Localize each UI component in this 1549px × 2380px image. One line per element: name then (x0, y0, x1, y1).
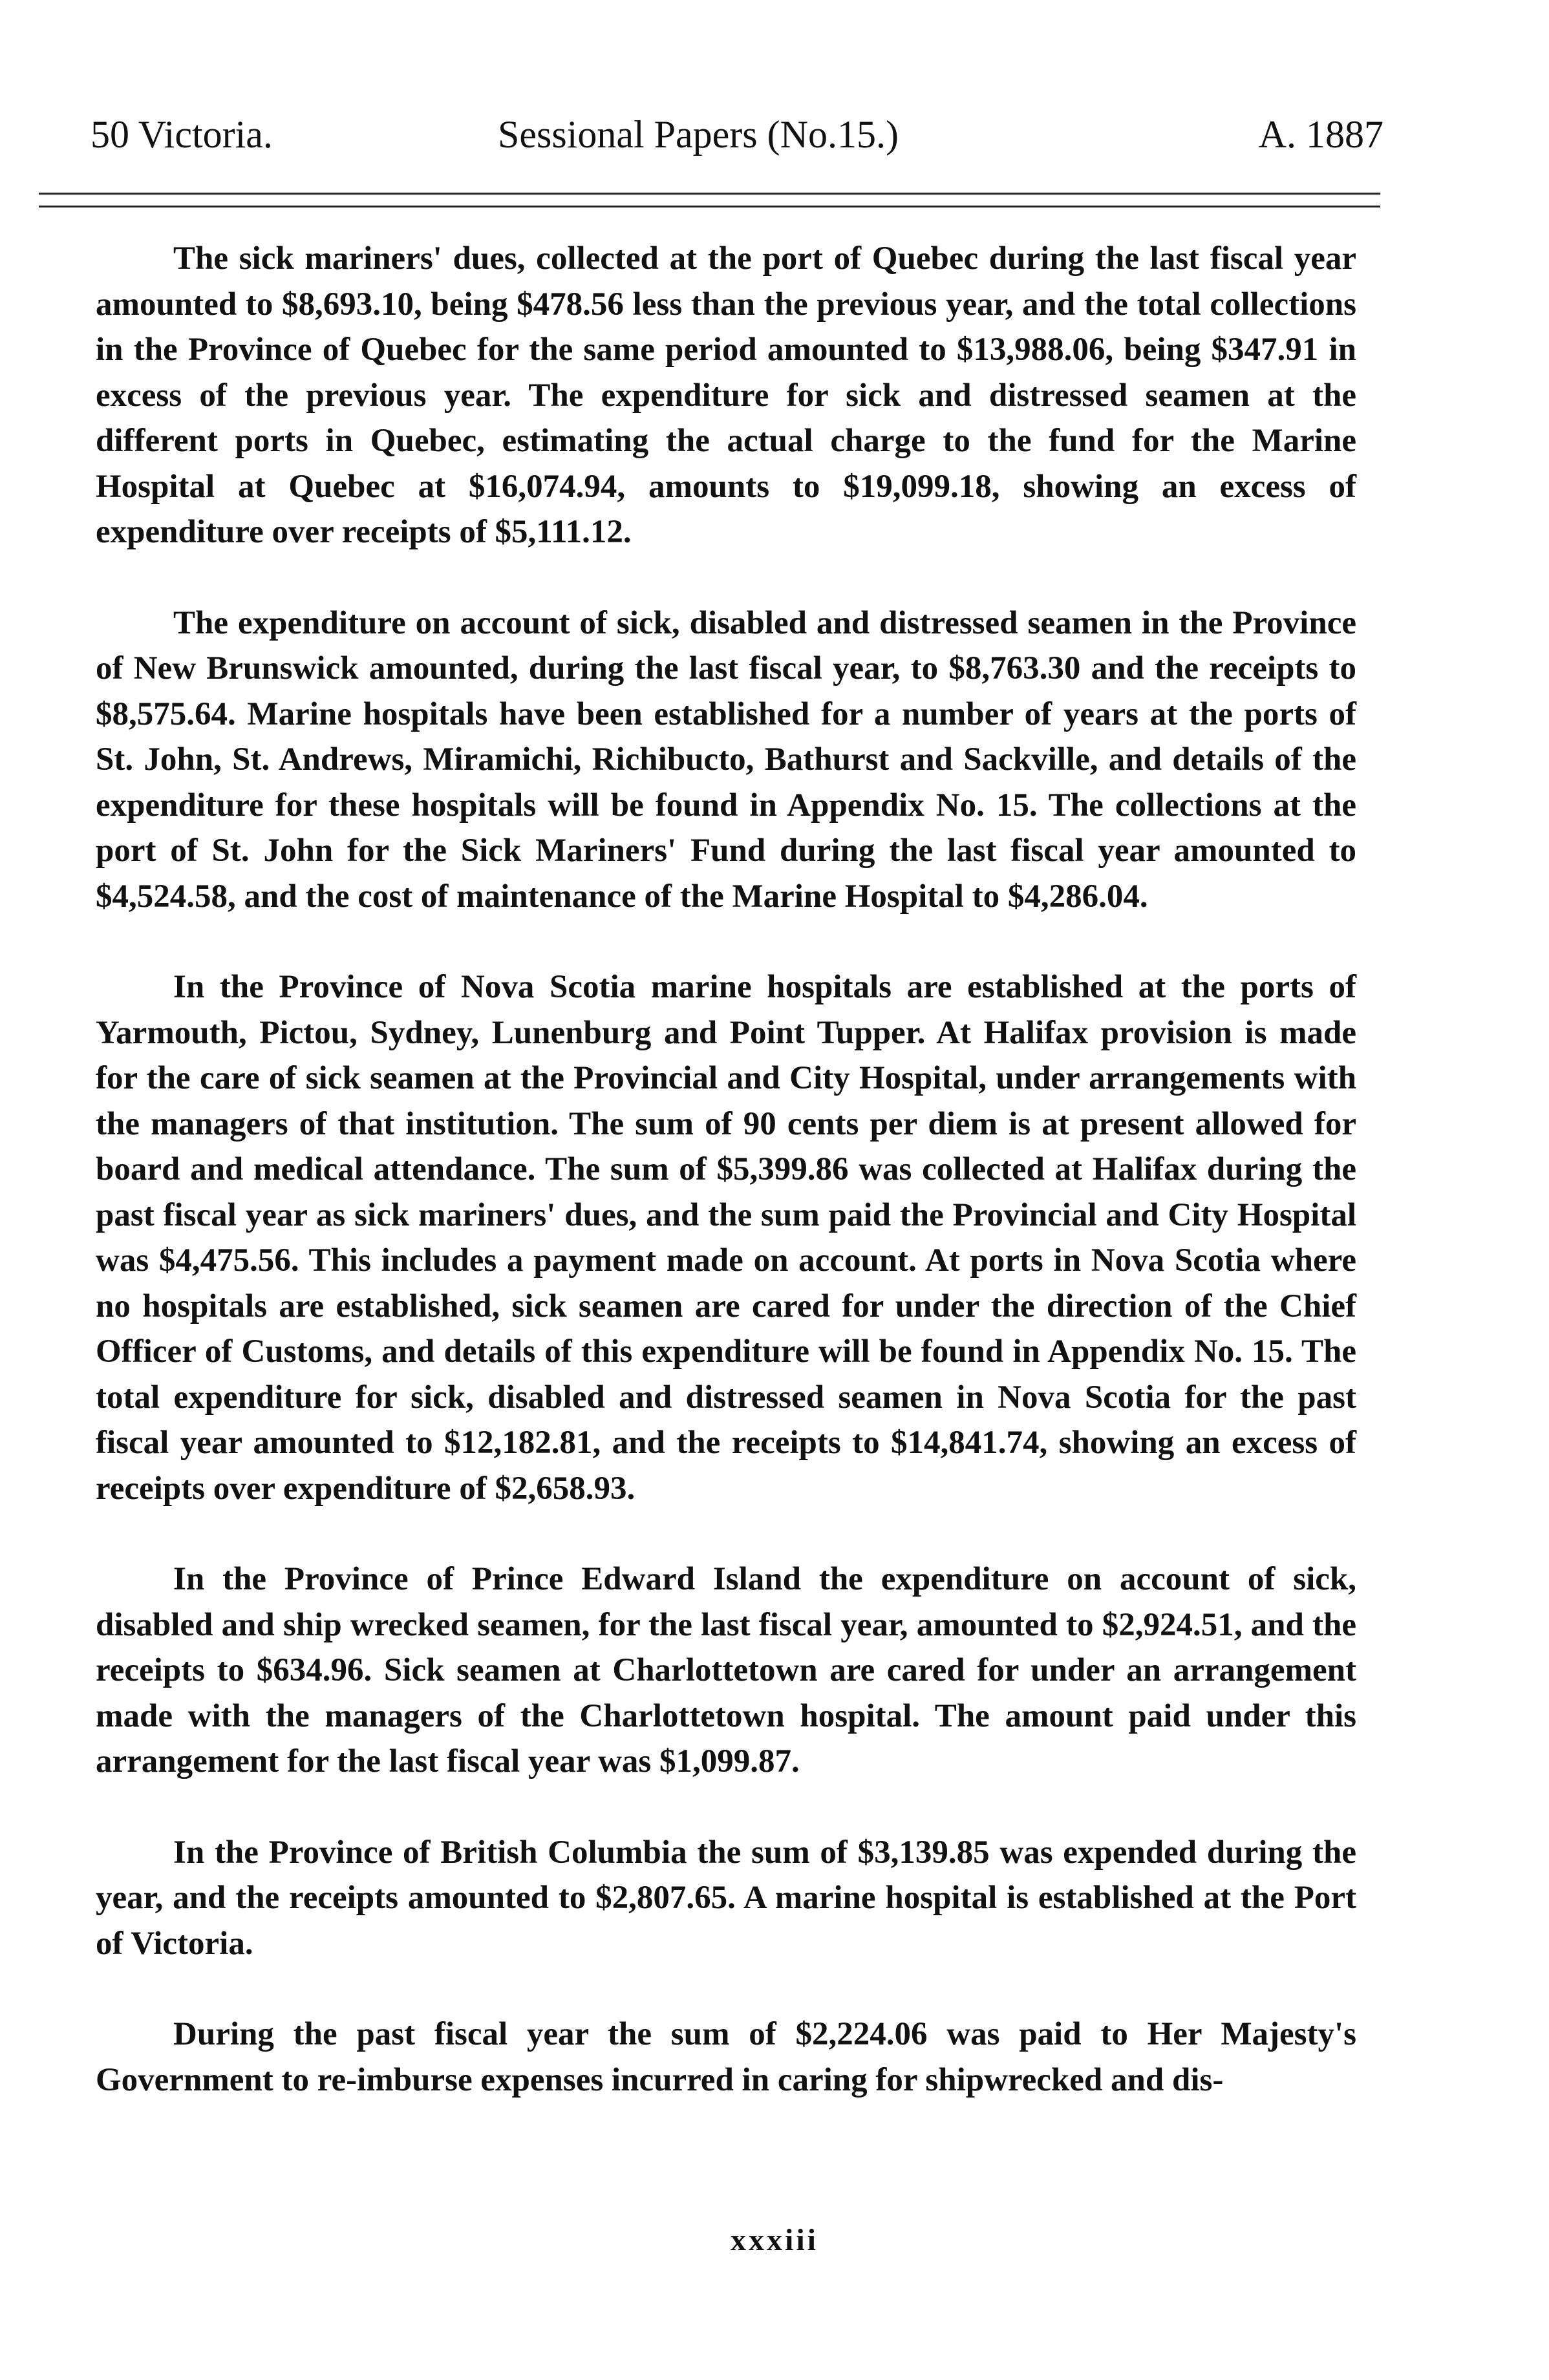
header-year: A. 1887 (1258, 113, 1383, 156)
header-rule-top (39, 193, 1380, 195)
paragraph-british-columbia: In the Province of British Columbia the sum of $3,139.85 was expended during the year, and the receipts amounted to $2,807.65. A marine hospital is established at the Port of Victoria. (96, 1834, 1356, 1962)
page-number: xxxiii (730, 2223, 818, 2257)
paragraph-nova-scotia: In the Province of Nova Scotia marine hospitals are established at the ports of Yarmouth, Pictou, Sydney, Lunenburg and Point Tupper. At Halifax provision is made for the care of sick seamen at the Provincial and City Hospital, under arrangements with the managers of that institution. The sum of 90 cents per diem is at present allowed for board and medical attendance. The sum of $5,399.86 was collected at Halifax during the past fiscal year as sick mariners' dues, and the sum paid the Provincial and City Hospital was $4,475.56. This includes a payment made on account. At ports in Nova Scotia where no hospitals are established, sick seamen are cared for under the direction of the Chief Officer of Customs, and details of this expenditure will be found in Appendix No. 15. The total expenditure for sick, disabled and distressed seamen in Nova Scotia for the past fiscal year amounted to $12,182.81, and the receipts to $14,841.74, showing an excess of receipts over expenditure of $2,658.93. (96, 969, 1356, 1507)
paragraph-quebec: The sick mariners' dues, collected at the port of Quebec during the last fiscal year amounted to $8,693.10, being $478.56 less than the previous year, and the total collections in the Province of Quebec for the same period amounted to $13,988.06, being $347.91 in excess of the previous year. The expenditure for sick and distressed seamen at the different ports in Quebec, estimating the actual charge to the fund for the Marine Hospital at Quebec at $16,074.94, amounts to $19,099.18, showing an excess of expenditure over receipts of $5,111.12. (96, 240, 1356, 550)
paragraph-prince-edward-island: In the Province of Prince Edward Island the expenditure on account of sick, disabled and ship wrecked seamen, for the last fiscal year, amounted to $2,924.51, and the receipts to $634.96. Sick seamen at Charlottetown are cared for under an arrangement made with the managers of the Charlottetown hospital. The amount paid under this arrangement for the last fiscal year was $1,099.87. (96, 1561, 1356, 1780)
running-header (91, 109, 1383, 160)
header-volume: 50 Victoria. (91, 113, 273, 156)
paragraph-new-brunswick: The expenditure on account of sick, disabled and distressed seamen in the Province of New Brunswick amounted, during the last fiscal year, to $8,763.30 and the receipts to $8,575.64. Marine hospitals have been established for a number of years at the ports of St. John, St. Andrews, Miramichi, Richibucto, Bathurst and Sackville, and details of the expenditure for these hospitals will be found in Appendix No. 15. The collections at the port of St. John for the Sick Mariners' Fund during the last fiscal year amounted to $4,524.58, and the cost of maintenance of the Marine Hospital to $4,286.04. (96, 604, 1356, 915)
header-rule-bottom (39, 206, 1380, 207)
paragraph-shipwrecked: During the past fiscal year the sum of $2,224.06 was paid to Her Majesty's Government to re-imburse expenses incurred in caring for shipwrecked and dis- (96, 2016, 1356, 2098)
header-title: Sessional Papers (No.15.) (498, 113, 899, 156)
report-body (96, 236, 1356, 2103)
